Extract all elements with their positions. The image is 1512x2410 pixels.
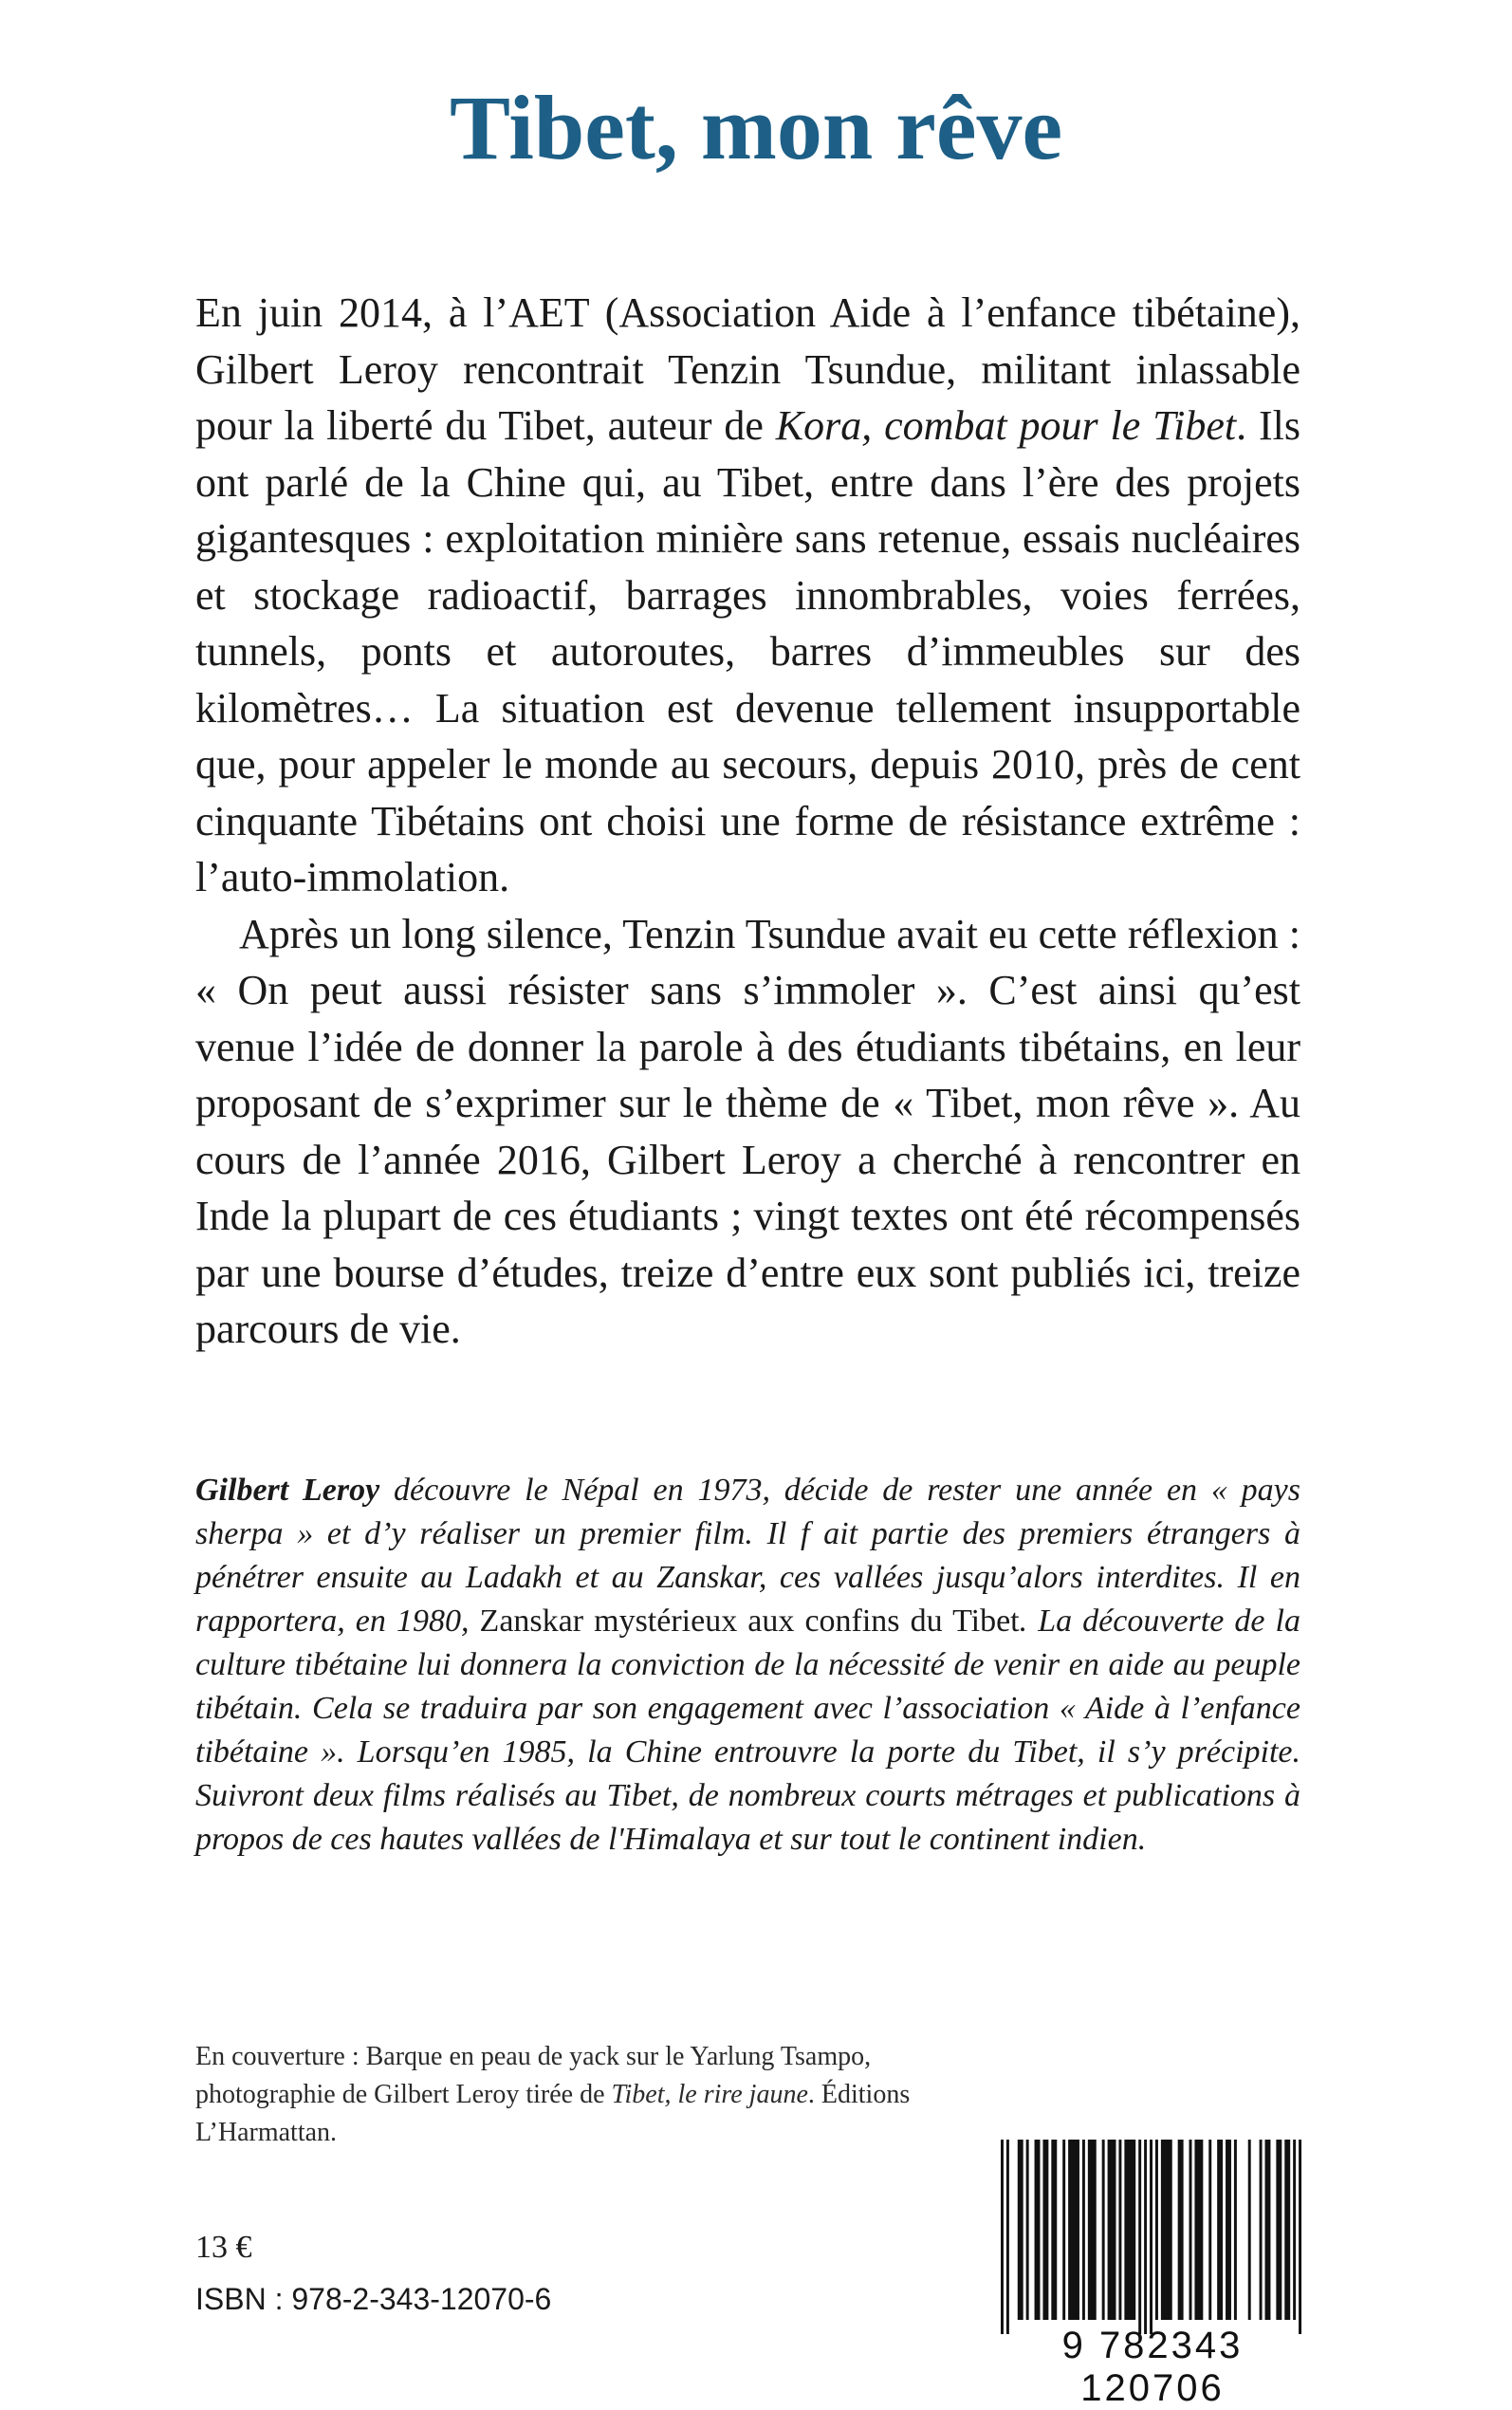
- author-name: Gilbert Leroy: [195, 1473, 380, 1508]
- author-bio-text: . La découverte de la culture tibétaine lui donnera la conviction de la nécessité de venir en aide au peuple tibétain. Cela se traduira par son engagement avec l’association « Aide à l’enfance tibétaine ». Lorsqu’en 1985, la Chine entrouvre la porte du Tibet, il s’y précipite. Suivront deux films réalisés au Tibet, de nombreux courts métrages et publications à propos de ces hautes vallées de l'Himalaya et sur tout le continent indien.: [195, 1604, 1300, 1857]
- price: 13 €: [195, 2230, 252, 2265]
- synopsis-paragraph-2: Après un long silence, Tenzin Tsundue avait eu cette réflexion : « On peut aussi résister sans s’immoler ». C’est ainsi qu’est venue l’idée de donner la parole à des étudiants tibétains, en leur proposant de s’exprimer sur le thème de « Tibet, mon rêve ». Au cours de l’année 2016, Gilbert Leroy a cherché à rencontrer en Inde la plupart de ces étudiants ; vingt textes ont été récompensés par une bourse d’études, treize d’entre eux sont publiés ici, treize parcours de vie.: [195, 910, 1300, 1352]
- author-bio: [195, 1469, 1300, 1862]
- cover-credit-text: En couverture : Barque en peau de yack sur le Yarlung Tsampo, photographie de Gilbert Leroy tirée de: [195, 2042, 872, 2109]
- synopsis-paragraph-1: [195, 285, 1300, 906]
- synopsis: [195, 285, 1300, 1358]
- synopsis-text: . Ils ont parlé de la Chine qui, au Tibet, entre dans l’ère des projets gigantesques : exploitation minière sans retenue, essais nucléaires et stockage radioactif, barrages innombrables, voies ferrées, tunnels, ponts et autoroutes, barres d’immeubles sur des kilomètres… La situation est devenue tellement insupportable que, pour appeler le monde au secours, depuis 2010, près de cent cinquante Tibétains ont choisi une forme de résistance extrême : l’auto-immolation.: [195, 402, 1300, 900]
- film-reference: Zanskar mystérieux aux confins du Tibet: [479, 1604, 1020, 1639]
- barcode-icon: [1001, 2140, 1304, 2339]
- book-title: Tibet, mon rêve: [449, 77, 1063, 178]
- barcode-number: 9 782343 120706: [1061, 2325, 1244, 2409]
- synopsis-text: En juin 2014, à l’AET (Association Aide à l’enfance tibétaine), Gilbert Leroy rencontrait Tenzin Tsundue, militant inlassable pour la liberté du Tibet, auteur de: [195, 289, 1300, 449]
- cover-credit: [195, 2038, 1011, 2152]
- book-reference: Kora, combat pour le Tibet: [775, 402, 1237, 449]
- isbn: ISBN : 978-2-343-12070-6: [195, 2282, 552, 2316]
- cover-credit-text: . Éditions L’Harmattan.: [195, 2080, 911, 2147]
- author-bio-text: découvre le Népal en 1973, décide de rester une année en « pays sherpa » et d’y réaliser un premier film. Il f ait partie des premiers étrangers à pénétrer ensuite au Ladakh et au Zanskar, ces vallées jusqu’alors interdites. Il en rapportera, en 1980,: [195, 1473, 1300, 1639]
- cover-book-reference: Tibet, le rire jaune: [611, 2080, 808, 2109]
